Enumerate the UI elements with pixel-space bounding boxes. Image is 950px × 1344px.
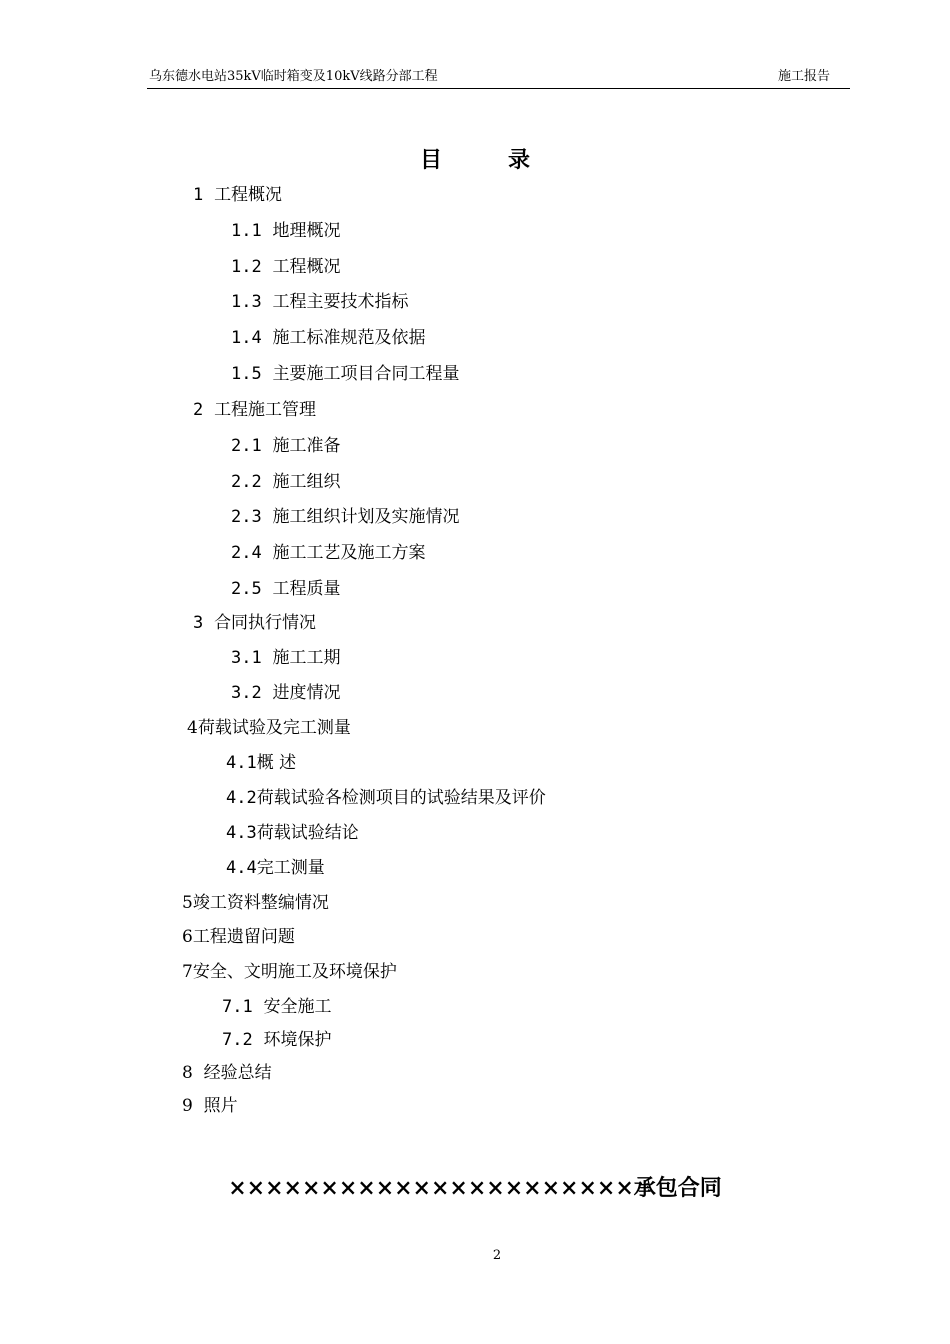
- toc-entry-number: 5: [182, 893, 193, 913]
- toc-entry-6[interactable]: [182, 926, 295, 948]
- toc-entry-number: 1.2: [231, 257, 262, 277]
- toc-entry-1-2[interactable]: [231, 256, 341, 278]
- toc-entry-text: 工程施工管理: [214, 400, 317, 420]
- toc-entry-number: 7.2: [222, 1030, 253, 1050]
- toc-entry-number: 4: [187, 718, 198, 738]
- toc-entry-4-4[interactable]: [226, 857, 325, 879]
- toc-entry-text: 合同执行情况: [214, 613, 317, 633]
- toc-entry-text: 工程概况: [214, 185, 283, 205]
- toc-entry-4-1[interactable]: [226, 752, 296, 774]
- toc-entry-text: 荷载试验及完工测量: [197, 718, 351, 738]
- toc-entry-number: 3.2: [231, 683, 262, 703]
- toc-entry-2-1[interactable]: [231, 435, 341, 457]
- toc-entry-number: 7.1: [222, 997, 253, 1017]
- toc-entry-1-5[interactable]: [231, 363, 460, 385]
- toc-entry-text: 工程遗留问题: [192, 927, 295, 947]
- toc-entry-2-5[interactable]: [231, 578, 341, 600]
- toc-entry-text: 照片: [203, 1096, 238, 1116]
- toc-entry-number: 2: [193, 400, 204, 420]
- toc-entry-1-3[interactable]: [231, 291, 409, 313]
- toc-entry-number: 4.2: [226, 788, 257, 808]
- toc-entry-text: 施工工期: [272, 648, 341, 668]
- toc-entry-3-1[interactable]: [231, 647, 341, 669]
- toc-entry-number: 2.4: [231, 543, 262, 563]
- toc-entry-1[interactable]: [193, 184, 282, 206]
- toc-entry-text: 荷载试验各检测项目的试验结果及评价: [256, 788, 546, 808]
- toc-entry-number: 4.4: [226, 858, 257, 878]
- header-project-title: 乌东德水电站35kV临时箱变及10kV线路分部工程: [149, 69, 438, 84]
- toc-entry-text: 施工准备: [272, 436, 341, 456]
- toc-entry-number: 1.5: [231, 364, 262, 384]
- toc-entry-text: 安全、文明施工及环境保护: [192, 962, 397, 982]
- contract-title: ××××××××××××××××××××××承包合同: [228, 1175, 722, 1201]
- toc-entry-number: 1.4: [231, 328, 262, 348]
- toc-entry-number: 6: [182, 927, 193, 947]
- toc-entry-number: 7: [182, 962, 193, 982]
- toc-entry-2-4[interactable]: [231, 542, 426, 564]
- toc-entry-number: 2.2: [231, 472, 262, 492]
- toc-entry-text: 施工组织: [272, 472, 341, 492]
- toc-entry-2-3[interactable]: [231, 506, 460, 528]
- toc-entry-number: 2.5: [231, 579, 262, 599]
- toc-entry-3[interactable]: [193, 612, 316, 634]
- toc-entry-9[interactable]: [182, 1095, 238, 1117]
- header-doc-type: 施工报告: [777, 69, 830, 84]
- toc-entry-4-2[interactable]: [226, 787, 546, 809]
- toc-entry-3-2[interactable]: [231, 682, 341, 704]
- toc-entry-7-2[interactable]: [222, 1029, 332, 1051]
- toc-entry-number: 4.3: [226, 823, 257, 843]
- toc-entry-text: 工程概况: [272, 257, 341, 277]
- toc-entry-1-4[interactable]: [231, 327, 426, 349]
- toc-entry-number: 1.3: [231, 292, 262, 312]
- toc-entry-text: 主要施工项目合同工程量: [272, 364, 460, 384]
- toc-entry-text: 环境保护: [263, 1030, 332, 1050]
- toc-entry-1-1[interactable]: [231, 220, 341, 242]
- toc-entry-text: 进度情况: [272, 683, 341, 703]
- toc-entry-text: 工程主要技术指标: [272, 292, 409, 312]
- toc-entry-number: 4.1: [226, 753, 257, 773]
- toc-entry-text: 安全施工: [263, 997, 332, 1017]
- toc-entry-text: 地理概况: [272, 221, 341, 241]
- toc-entry-number: 3.1: [231, 648, 262, 668]
- toc-entry-4-3[interactable]: [226, 822, 359, 844]
- toc-entry-number: 3: [193, 613, 204, 633]
- toc-entry-number: 2.3: [231, 507, 262, 527]
- page-number: 2: [492, 1248, 502, 1263]
- toc-title: [0, 143, 950, 174]
- toc-entry-4[interactable]: [187, 717, 351, 739]
- toc-entry-text: 完工测量: [256, 858, 325, 878]
- toc-title-char-2: 录: [508, 147, 531, 173]
- toc-entry-number: 9: [182, 1096, 193, 1116]
- toc-entry-text: 概 述: [256, 753, 297, 773]
- page-header: [147, 68, 850, 89]
- toc-entry-text: 工程质量: [272, 579, 341, 599]
- toc-entry-text: 施工标准规范及依据: [272, 328, 426, 348]
- toc-entry-2-2[interactable]: [231, 471, 341, 493]
- toc-entry-7[interactable]: [182, 961, 397, 983]
- toc-entry-number: 1.1: [231, 221, 262, 241]
- toc-entry-text: 施工工艺及施工方案: [272, 543, 426, 563]
- toc-entry-8[interactable]: [182, 1062, 272, 1084]
- toc-entry-text: 荷载试验结论: [256, 823, 359, 843]
- toc-entry-2[interactable]: [193, 399, 316, 421]
- toc-entry-text: 经验总结: [203, 1063, 272, 1083]
- toc-entry-5[interactable]: [182, 892, 329, 914]
- toc-entry-number: 8: [182, 1063, 193, 1083]
- toc-entry-number: 1: [193, 185, 204, 205]
- toc-entry-text: 竣工资料整编情况: [192, 893, 329, 913]
- toc-entry-number: 2.1: [231, 436, 262, 456]
- toc-title-char-1: 目: [419, 147, 442, 173]
- toc-entry-text: 施工组织计划及实施情况: [272, 507, 460, 527]
- toc-entry-7-1[interactable]: [222, 996, 332, 1018]
